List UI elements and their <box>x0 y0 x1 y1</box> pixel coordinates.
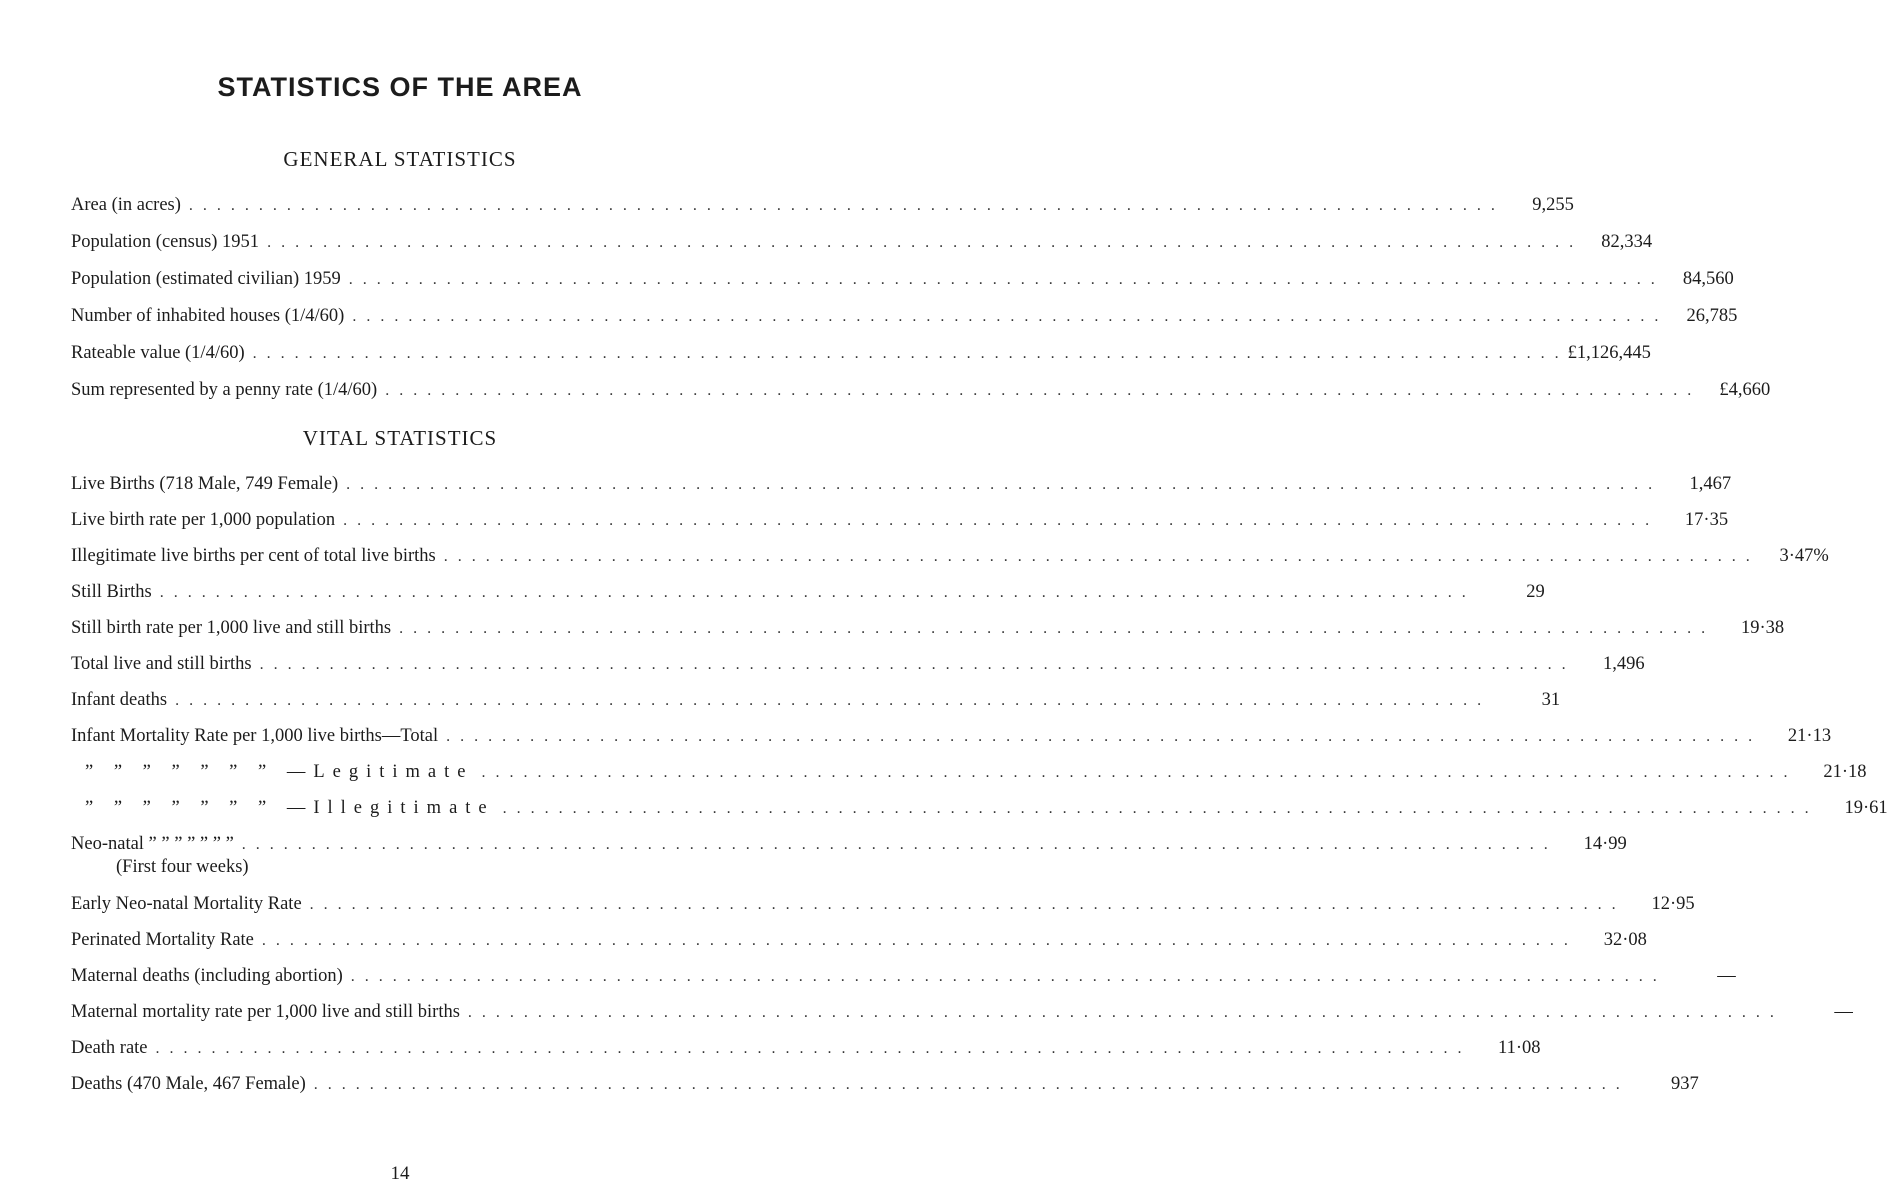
stat-row <box>71 306 1738 334</box>
leader-dots: . . . . . . . . . . . . . . . . . . . . . . . . . . . . . . . . . . . . . . . . . . . . . . . . . . . . . . . . . . . . . . . . . . . . . . . . . . . . . . . . . . . . . . . . . . . . . . <box>399 620 1709 637</box>
stat-row <box>71 726 1832 754</box>
stat-label: Still birth rate per 1,000 live and still births <box>71 618 392 638</box>
leader-dots: . . . . . . . . . . . . . . . . . . . . . . . . . . . . . . . . . . . . . . . . . . . . . . . . . . . . . . . . . . . . . . . . . . . . . . . . . . . . . . . . . . . . . . . . . . . . . . <box>467 1004 1777 1021</box>
stat-label: Population (census) 1951 <box>71 232 260 252</box>
stat-row <box>71 834 1627 877</box>
leader-dots: . . . . . . . . . . . . . . . . . . . . . . . . . . . . . . . . . . . . . . . . . . . . . . . . . . . . . . . . . . . . . . . . . . . . . . . . . . . . . . . . . . . . . . . . . . . . . . <box>502 800 1812 817</box>
leader-dots: . . . . . . . . . . . . . . . . . . . . . . . . . . . . . . . . . . . . . . . . . . . . . . . . . . . . . . . . . . . . . . . . . . . . . . . . . . . . . . . . . . . . . . . . . . . . . . <box>309 896 1619 913</box>
vital-statistics-heading: VITAL STATISTICS <box>302 426 498 450</box>
stat-row <box>71 474 1732 502</box>
leader-dots: . . . . . . . . . . . . . . . . . . . . . . . . . . . . . . . . . . . . . . . . . . . . . . . . . . . . . . . . . . . . . . . . . . . . . . . . . . . . . . . . . . . . . . . . . . . . . . <box>155 1040 1465 1057</box>
stat-value: 9,255 <box>1532 195 1574 215</box>
page-title: STATISTICS OF THE AREA <box>217 72 583 102</box>
stat-value: 17·35 <box>1684 510 1729 530</box>
stat-value: 19·61 <box>1844 798 1888 818</box>
leader-dots: . . . . . . . . . . . . . . . . . . . . . . . . . . . . . . . . . . . . . . . . . . . . . . . . . . . . . . . . . . . . . . . . . . . . . . . . . . . . . . . . . . . . . . . . . . . . . . <box>175 692 1485 709</box>
stat-value: 1,467 <box>1689 474 1732 494</box>
stat-row <box>71 762 1867 790</box>
leader-dots: . . . . . . . . . . . . . . . . . . . . . . . . . . . . . . . . . . . . . . . . . . . . . . . . . . . . . . . . . . . . . . . . . . . . . . . . . . . . . . . . . . . . . . . . . . . . . . <box>446 728 1756 745</box>
stat-label: Infant Mortality Rate per 1,000 live births—Total <box>71 726 439 746</box>
stat-label: Live birth rate per 1,000 population <box>71 510 336 530</box>
stat-row <box>71 1074 1699 1102</box>
leader-dots: . . . . . . . . . . . . . . . . . . . . . . . . . . . . . . . . . . . . . . . . . . . . . . . . . . . . . . . . . . . . . . . . . . . . . . . . . . . . . . . . . . . . . . . . . . . . . . <box>348 271 1658 288</box>
stat-row <box>71 654 1645 682</box>
stat-value: 937 <box>1671 1074 1699 1094</box>
stat-row <box>71 894 1695 922</box>
stat-label: ” ” ” ” ” ” ” —Legitimate <box>85 762 474 782</box>
stat-row <box>71 582 1545 610</box>
stat-label: Perinated Mortality Rate <box>71 930 254 950</box>
stat-sublabel: (First four weeks) <box>116 857 249 877</box>
leader-dots: . . . . . . . . . . . . . . . . . . . . . . . . . . . . . . . . . . . . . . . . . . . . . . . . . . . . . . . . . . . . . . . . . . . . . . . . . . . . . . . . . . . . . . . . . . . . . . <box>241 836 1551 853</box>
leader-dots: . . . . . . . . . . . . . . . . . . . . . . . . . . . . . . . . . . . . . . . . . . . . . . . . . . . . . . . . . . . . . . . . . . . . . . . . . . . . . . . . . . . . . . . . . . . . . . <box>350 968 1660 985</box>
stat-label: Area (in acres) <box>71 195 181 215</box>
page-number: 14 <box>390 1163 410 1184</box>
stat-value: 82,334 <box>1601 232 1653 252</box>
stat-label: Sum represented by a penny rate (1/4/60) <box>71 380 378 400</box>
stat-label: Infant deaths <box>71 690 168 710</box>
stat-row <box>71 1038 1541 1066</box>
stat-row <box>71 232 1653 260</box>
stat-label: Live Births (718 Male, 749 Female) <box>71 474 339 494</box>
stat-row <box>71 510 1729 538</box>
stat-row <box>71 195 1574 223</box>
stat-row <box>71 1002 1853 1030</box>
leader-dots: . . . . . . . . . . . . . . . . . . . . . . . . . . . . . . . . . . . . . . . . . . . . . . . . . . . . . . . . . . . . . . . . . . . . . . . . . . . . . . . . . . . . . . . . . . . . . . <box>267 234 1577 251</box>
stat-value: 32·08 <box>1603 930 1647 950</box>
stat-label: Still Births <box>71 582 152 602</box>
stat-value: 11·08 <box>1498 1038 1541 1058</box>
leader-dots: . . . . . . . . . . . . . . . . . . . . . . . . . . . . . . . . . . . . . . . . . . . . . . . . . . . . . . . . . . . . . . . . . . . . . . . . . . . . . . . . . . . . . . . . . . . . . . <box>159 584 1469 601</box>
stat-value: 84,560 <box>1682 269 1734 289</box>
leader-dots: . . . . . . . . . . . . . . . . . . . . . . . . . . . . . . . . . . . . . . . . . . . . . . . . . . . . . . . . . . . . . . . . . . . . . . . . . . . . . . . . . . . . . . . . . . . . . . <box>352 308 1662 325</box>
leader-dots: . . . . . . . . . . . . . . . . . . . . . . . . . . . . . . . . . . . . . . . . . . . . . . . . . . . . . . . . . . . . . . . . . . . . . . . . . . . . . . . . . . . . . . . . . . . . . . <box>346 476 1656 493</box>
stat-label: Maternal mortality rate per 1,000 live and still births <box>71 1002 460 1022</box>
stat-value: 29 <box>1526 582 1545 602</box>
stat-row <box>71 618 1785 646</box>
leader-dots: . . . . . . . . . . . . . . . . . . . . . . . . . . . . . . . . . . . . . . . . . . . . . . . . . . . . . . . . . . . . . . . . . . . . . . . . . . . . . . . . . . . . . . . . . . . . . . <box>188 197 1498 214</box>
stat-row <box>71 690 1561 718</box>
stat-value: 12·95 <box>1651 894 1695 914</box>
stat-label: Population (estimated civilian) 1959 <box>71 269 341 289</box>
stat-value: — <box>1834 1002 1853 1022</box>
leader-dots: . . . . . . . . . . . . . . . . . . . . . . . . . . . . . . . . . . . . . . . . . . . . . . . . . . . . . . . . . . . . . . . . . . . . . . . . . . . . . . . . . . . . . . . . . . . . . . <box>443 548 1753 565</box>
stat-value: 21·13 <box>1787 726 1832 746</box>
stat-value: 26,785 <box>1686 306 1738 326</box>
stat-label: Maternal deaths (including abortion) <box>71 966 343 986</box>
stat-label: Rateable value (1/4/60) <box>71 343 245 363</box>
leader-dots: . . . . . . . . . . . . . . . . . . . . . . . . . . . . . . . . . . . . . . . . . . . . . . . . . . . . . . . . . . . . . . . . . . . . . . . . . . . . . . . . . . . . . . . . . . . . . . <box>261 932 1571 949</box>
stat-value: 21·18 <box>1823 762 1867 782</box>
stat-row <box>71 269 1734 297</box>
stat-label: Death rate <box>71 1038 148 1058</box>
stat-label: Early Neo-natal Mortality Rate <box>71 894 302 914</box>
stat-row <box>71 343 1651 371</box>
stat-row <box>71 546 1829 574</box>
stat-row <box>71 966 1736 994</box>
leader-dots: . . . . . . . . . . . . . . . . . . . . . . . . . . . . . . . . . . . . . . . . . . . . . . . . . . . . . . . . . . . . . . . . . . . . . . . . . . . . . . . . . . . . . . . . . . . . . . <box>385 382 1695 399</box>
stat-row <box>71 380 1771 408</box>
stat-row <box>71 930 1647 958</box>
leader-dots: . . . . . . . . . . . . . . . . . . . . . . . . . . . . . . . . . . . . . . . . . . . . . . . . . . . . . . . . . . . . . . . . . . . . . . . . . . . . . . . . . . . . . . . . . . . . . . <box>252 345 1562 362</box>
stat-label: Number of inhabited houses (1/4/60) <box>71 306 345 326</box>
stat-value: £4,660 <box>1719 380 1771 400</box>
stat-label: Deaths (470 Male, 467 Female) <box>71 1074 306 1094</box>
stat-row <box>71 798 1888 826</box>
stat-value: 31 <box>1541 690 1561 710</box>
stat-value: 1,496 <box>1602 654 1645 674</box>
leader-dots: . . . . . . . . . . . . . . . . . . . . . . . . . . . . . . . . . . . . . . . . . . . . . . . . . . . . . . . . . . . . . . . . . . . . . . . . . . . . . . . . . . . . . . . . . . . . . . <box>343 512 1653 529</box>
stat-value: 19·38 <box>1740 618 1785 638</box>
stat-label: Neo-natal ” ” ” ” ” ” ” <box>71 834 234 854</box>
stat-label: Illegitimate live births per cent of total live births <box>71 546 436 566</box>
stat-value: 14·99 <box>1583 834 1627 854</box>
stat-label: ” ” ” ” ” ” ” —Illegitimate <box>85 798 495 818</box>
leader-dots: . . . . . . . . . . . . . . . . . . . . . . . . . . . . . . . . . . . . . . . . . . . . . . . . . . . . . . . . . . . . . . . . . . . . . . . . . . . . . . . . . . . . . . . . . . . . . . <box>313 1076 1623 1093</box>
stat-value: 3·47% <box>1779 546 1829 566</box>
general-statistics-heading: GENERAL STATISTICS <box>283 147 517 171</box>
leader-dots: . . . . . . . . . . . . . . . . . . . . . . . . . . . . . . . . . . . . . . . . . . . . . . . . . . . . . . . . . . . . . . . . . . . . . . . . . . . . . . . . . . . . . . . . . . . . . . <box>481 764 1791 781</box>
stat-value: — <box>1717 966 1736 986</box>
stat-label: Total live and still births <box>71 654 252 674</box>
leader-dots: . . . . . . . . . . . . . . . . . . . . . . . . . . . . . . . . . . . . . . . . . . . . . . . . . . . . . . . . . . . . . . . . . . . . . . . . . . . . . . . . . . . . . . . . . . . . . . <box>259 656 1569 673</box>
stat-value: £1,126,445 <box>1567 343 1651 363</box>
